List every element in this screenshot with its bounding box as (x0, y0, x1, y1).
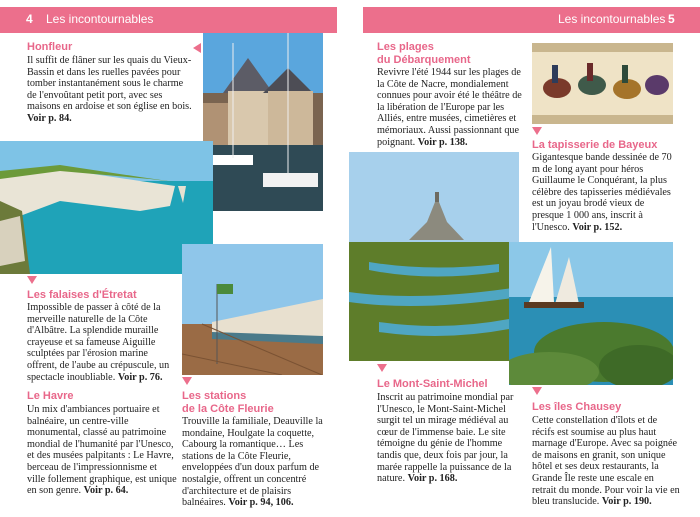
debarquement-title-line1: Les plages (377, 41, 434, 53)
cote-fleurie-title-line1: Les stations (182, 390, 247, 402)
mont-page-ref: Voir p. 168. (407, 473, 458, 485)
havre-title: Le Havre (27, 390, 74, 402)
etretat-marker-icon (27, 276, 37, 284)
bayeux-page-ref: Voir p. 152. (572, 221, 623, 233)
header-title-left: Les incontournables (46, 12, 154, 26)
havre-description: Un mix d'ambiances portuaire et balnéaire, un centre-ville monumental, classé au patrimoine mondial de l'humanité par l'Unesco, et des musées palpitants : Le Havre, berceau de l'impressionnisme et ville follement graphique, est unique en son genre. (27, 404, 177, 497)
chausey-description: Cette constellation d'îlots et de récifs est soumise au plus haut marnage d'Europe. Avec sa poignée de maisons en granit, son unique hôtel et ses deux restaurants, la Grande Île reste une escale en retrait du monde. Pour voir la vie en bleu translucide. (532, 415, 680, 508)
mont-marker-icon (377, 364, 387, 372)
page-number-right: 5 (668, 12, 675, 26)
etretat-description: Impossible de passer à côté de la merveille naturelle de la Côte d'Albâtre. La splendide muraille crayeuse et sa fameuse Aiguille sculptées par l'érosion marine offrent, de l'aube au crépuscule, un spectacle inoubliable. (27, 302, 170, 383)
bayeux-text (532, 152, 677, 233)
bayeux-title: La tapisserie de Bayeux (532, 139, 658, 151)
header-title-right: Les incontournables (558, 12, 666, 26)
header-bar-left (0, 7, 337, 33)
chausey-title: Les îles Chausey (532, 401, 622, 413)
cote-fleurie-text (182, 416, 329, 509)
header-bar-right (363, 7, 700, 33)
chausey-page-ref: Voir p. 190. (601, 496, 652, 508)
debarquement-description: Revivre l'été 1944 sur les plages de la Côte de Nacre, mondialement connues pour avoir été le théâtre de la libération de l'Europe par les Alliés, entre musées, cimetières et mémoriaux. Aussi passionnant que poignant. (377, 67, 522, 148)
havre-text (27, 404, 177, 497)
debarquement-title (377, 41, 517, 67)
cote-fleurie-photo (182, 244, 323, 375)
cote-fleurie-marker-icon (182, 377, 192, 385)
bayeux-description: Gigantesque bande dessinée de 70 m de long ayant pour héros Guillaume le Conquérant, la plus célèbre des tapisseries médiévales est un joyau brodé vieux de presque 1 000 ans, inscrit à l'Unesco. (532, 152, 672, 233)
mont-saint-michel-photo (349, 152, 519, 361)
mont-title: Le Mont-Saint-Michel (377, 378, 488, 390)
chausey-text (532, 415, 680, 508)
bayeux-tapestry-photo (532, 43, 673, 124)
etretat-title: Les falaises d'Étretat (27, 289, 137, 301)
cote-fleurie-title-line2: de la Côte Fleurie (182, 403, 274, 415)
mont-description: Inscrit au patrimoine mondial par l'Unesco, le Mont-Saint-Michel surgit tel un mirage médiéval au cœur de l'immense baie. Le site témoigne du génie de l'homme tandis que, deux fois par jour, la marée rappelle la puissance de la nature. (377, 392, 514, 485)
mont-text (377, 392, 522, 485)
page-number-left: 4 (26, 12, 33, 26)
cote-fleurie-title (182, 390, 322, 416)
bayeux-marker-icon (532, 127, 542, 135)
honfleur-marker-icon (193, 43, 201, 53)
debarquement-title-line2: du Débarquement (377, 54, 471, 66)
havre-page-ref: Voir p. 64. (83, 485, 129, 497)
etretat-text (27, 302, 177, 383)
honfleur-photo (203, 33, 323, 211)
chausey-photo (509, 242, 673, 385)
honfleur-page-ref: Voir p. 84. (27, 112, 72, 124)
cote-fleurie-page-ref: Voir p. 94, 106. (228, 497, 294, 509)
debarquement-page-ref: Voir p. 138. (417, 136, 468, 148)
honfleur-description: Il suffit de flâner sur les quais du Vieux-Bassin et dans les ruelles pavées pour tomber instantanément sous le charme de l'envoûtant petit port, avec ses maisons en ardoise et son église en bois. (27, 55, 192, 113)
debarquement-text (377, 67, 522, 148)
cote-fleurie-description: Trouville la familiale, Deauville la mondaine, Houlgate la coquette, Cabourg la romantique… Les stations de la Côte Fleurie, enveloppées d'un doux parfum de nostalgie, offrent un concentré d'architecture et de plaisirs balnéaires. (182, 416, 323, 509)
etretat-page-ref: Voir p. 76. (117, 371, 163, 383)
chausey-marker-icon (532, 387, 542, 395)
honfleur-title: Honfleur (27, 41, 73, 53)
honfleur-text (27, 55, 192, 125)
